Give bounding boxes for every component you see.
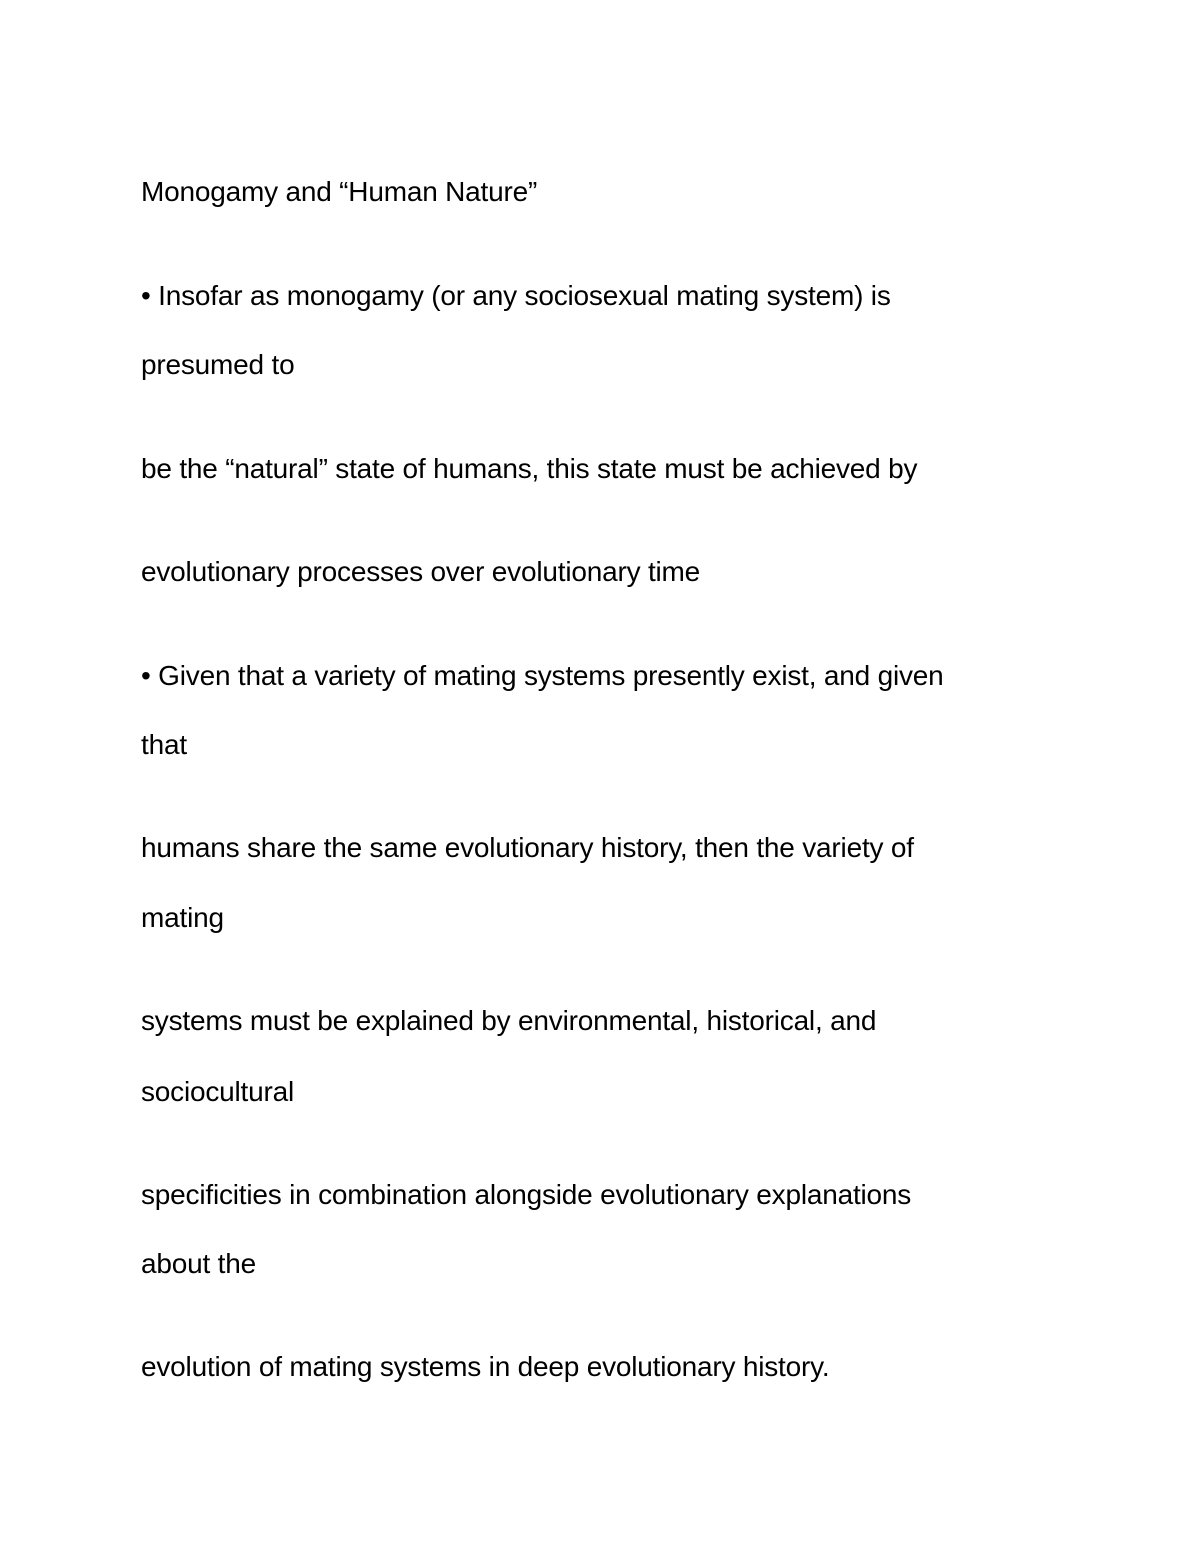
text-line: specificities in combination alongside evolutionary explanations bbox=[141, 1179, 912, 1210]
text-line: • Insofar as monogamy (or any sociosexual mating system) is bbox=[141, 280, 891, 311]
text-line: systems must be explained by environmental, historical, and bbox=[141, 1005, 877, 1036]
text-line: evolutionary processes over evolutionary time bbox=[141, 556, 701, 587]
text-line: mating bbox=[141, 902, 224, 933]
text-line: that bbox=[141, 729, 187, 760]
text-line: humans share the same evolutionary history, then the variety of bbox=[141, 832, 914, 863]
text-line: be the “natural” state of humans, this state must be achieved by bbox=[141, 453, 918, 484]
text-line: presumed to bbox=[141, 349, 295, 380]
text-line: about the bbox=[141, 1248, 256, 1279]
text-line: • Given that a variety of mating systems presently exist, and given bbox=[141, 660, 944, 691]
text-line: evolution of mating systems in deep evolutionary history. bbox=[141, 1351, 830, 1382]
document-title: Monogamy and “Human Nature” bbox=[141, 176, 538, 207]
text-line: sociocultural bbox=[141, 1076, 295, 1107]
